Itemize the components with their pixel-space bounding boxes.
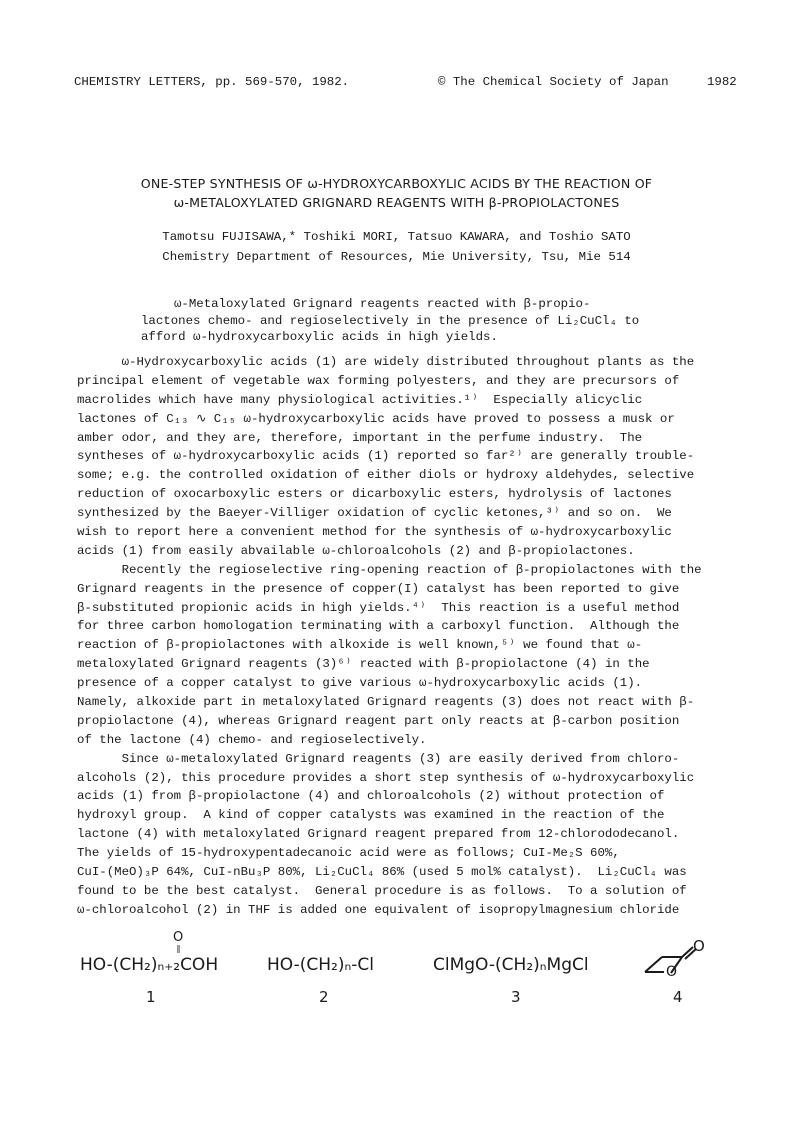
carbonyl-oxygen: O <box>173 930 184 945</box>
structure-1-label: 1 <box>146 988 156 1006</box>
body-line: The yields of 15-hydroxypentadecanoic acid were as follows; CuI-Me₂S 60%, <box>77 846 620 861</box>
exocyclic-oxygen: O <box>693 937 705 955</box>
body-line: presence of a copper catalyst to give various ω-hydroxycarboxylic acids (1). <box>77 676 643 691</box>
body-line: alcohols (2), this procedure provides a short step synthesis of ω-hydroxycarboxylic <box>77 770 695 785</box>
running-header <box>74 75 740 91</box>
body-line: lactones of C₁₃ ∿ C₁₅ ω-hydroxycarboxylic acids have proved to possess a musk or <box>77 411 675 426</box>
body-line: syntheses of ω-hydroxycarboxylic acids (1) reported so far²⁾ are generally trouble- <box>77 449 695 464</box>
ring-oxygen: O <box>666 964 678 980</box>
structure-2-label: 2 <box>319 988 329 1006</box>
body-line: reaction of β-propiolactones with alkoxide is well known,⁵⁾ we found that ω- <box>77 638 643 653</box>
title-line-2: ω-METALOXYLATED GRIGNARD REAGENTS WITH β-PROPIOLACTONES <box>173 195 620 210</box>
affiliation: Chemistry Department of Resources, Mie University, Tsu, Mie 514 <box>162 250 631 264</box>
abstract <box>141 296 661 346</box>
body-line: β-substituted propionic acids in high yields.⁴⁾ This reaction is a useful method <box>77 600 680 615</box>
body-line: Since ω-metaloxylated Grignard reagents (3) are easily derived from chloro- <box>77 751 680 766</box>
body-line: macrolides which have many physiological activities.¹⁾ Especially alicyclic <box>77 392 643 407</box>
body-line: wish to report here a convenient method for the synthesis of ω-hydroxycarboxylic <box>77 525 672 540</box>
body-line: ω-chloroalcohol (2) in THF is added one equivalent of isopropylmagnesium chloride <box>77 902 680 917</box>
structure-3-label: 3 <box>511 988 521 1006</box>
body-line: some; e.g. the controlled oxidation of either diols or hydroxy aldehydes, selective <box>77 468 695 483</box>
carbonyl-double-bond: ‖ <box>176 944 181 953</box>
body-line: lactone (4) with metaloxylated Grignard reagent prepared from 12-chlorododecanol. <box>77 827 680 842</box>
body-line: amber odor, and they are, therefore, important in the perfume industry. The <box>77 430 643 445</box>
author-block <box>0 227 793 267</box>
body-line: Recently the regioselective ring-opening reaction of β-propiolactones with the <box>77 562 702 577</box>
body-line: synthesized by the Baeyer-Villiger oxidation of cyclic ketones,³⁾ and so on. We <box>77 506 672 521</box>
title-line-1: ONE-STEP SYNTHESIS OF ω-HYDROXYCARBOXYLIC ACIDS BY THE REACTION OF <box>140 176 653 191</box>
body-line: metaloxylated Grignard reagents (3)⁶⁾ reacted with β-propiolactone (4) in the <box>77 657 650 672</box>
body-line: Namely, alkoxide part in metaloxylated Grignard reagents (3) does not react with β- <box>77 695 695 710</box>
abstract-line: afford ω-hydroxycarboxylic acids in high yields. <box>141 330 498 344</box>
abstract-line: lactones chemo- and regioselectively in the presence of Li₂CuCl₄ to <box>141 313 640 328</box>
body-line: ω-Hydroxycarboxylic acids (1) are widely distributed throughout plants as the <box>77 355 695 369</box>
structure-3-formula: ClMgO-(CH₂)ₙMgCl <box>433 955 589 975</box>
copyright-notice: © The Chemical Society of Japan <box>438 75 669 89</box>
header-year: 1982 <box>707 75 737 89</box>
body-text <box>77 353 723 920</box>
body-line: acids (1) from β-propiolactone (4) and chloroalcohols (2) without protection of <box>77 789 665 804</box>
body-line: of the lactone (4) chemo- and regioselectively. <box>77 732 427 747</box>
body-line: Grignard reagents in the presence of copper(I) catalyst has been reported to give <box>77 581 680 596</box>
journal-citation: CHEMISTRY LETTERS, pp. 569-570, 1982. <box>74 75 350 89</box>
article-title <box>0 174 793 212</box>
body-line: principal element of vegetable wax forming polyesters, and they are precursors of <box>77 373 680 388</box>
structure-2-formula: HO-(CH₂)ₙ-Cl <box>267 955 375 975</box>
body-line: found to be the best catalyst. General procedure is as follows. To a solution of <box>77 883 687 898</box>
body-line: propiolactone (4), whereas Grignard reagent part only reacts at β-carbon position <box>77 713 680 728</box>
structure-4-label: 4 <box>673 988 683 1006</box>
body-line: CuI-(MeO)₃P 64%, CuI-nBu₃P 80%, Li₂CuCl₄ 86% (used 5 mol% catalyst). Li₂CuCl₄ was <box>77 865 687 880</box>
body-line: for three carbon homologation terminating with a carboxyl function. Although the <box>77 619 680 634</box>
abstract-line: ω-Metaloxylated Grignard reagents reacted with β-propio- <box>174 297 591 311</box>
author-list: Tamotsu FUJISAWA,* Toshiki MORI, Tatsuo KAWARA, and Toshio SATO <box>162 230 631 244</box>
body-line: acids (1) from easily abvailable ω-chloroalcohols (2) and β-propiolactones. <box>77 543 635 558</box>
body-line: hydroxyl group. A kind of copper catalysts was examined in the reaction of the <box>77 808 665 823</box>
body-line: reduction of oxocarboxylic esters or dicarboxylic esters, hydrolysis of lactones <box>77 487 672 502</box>
structure-1-formula: HO-(CH₂)ₙ₊₂COH <box>80 955 219 975</box>
